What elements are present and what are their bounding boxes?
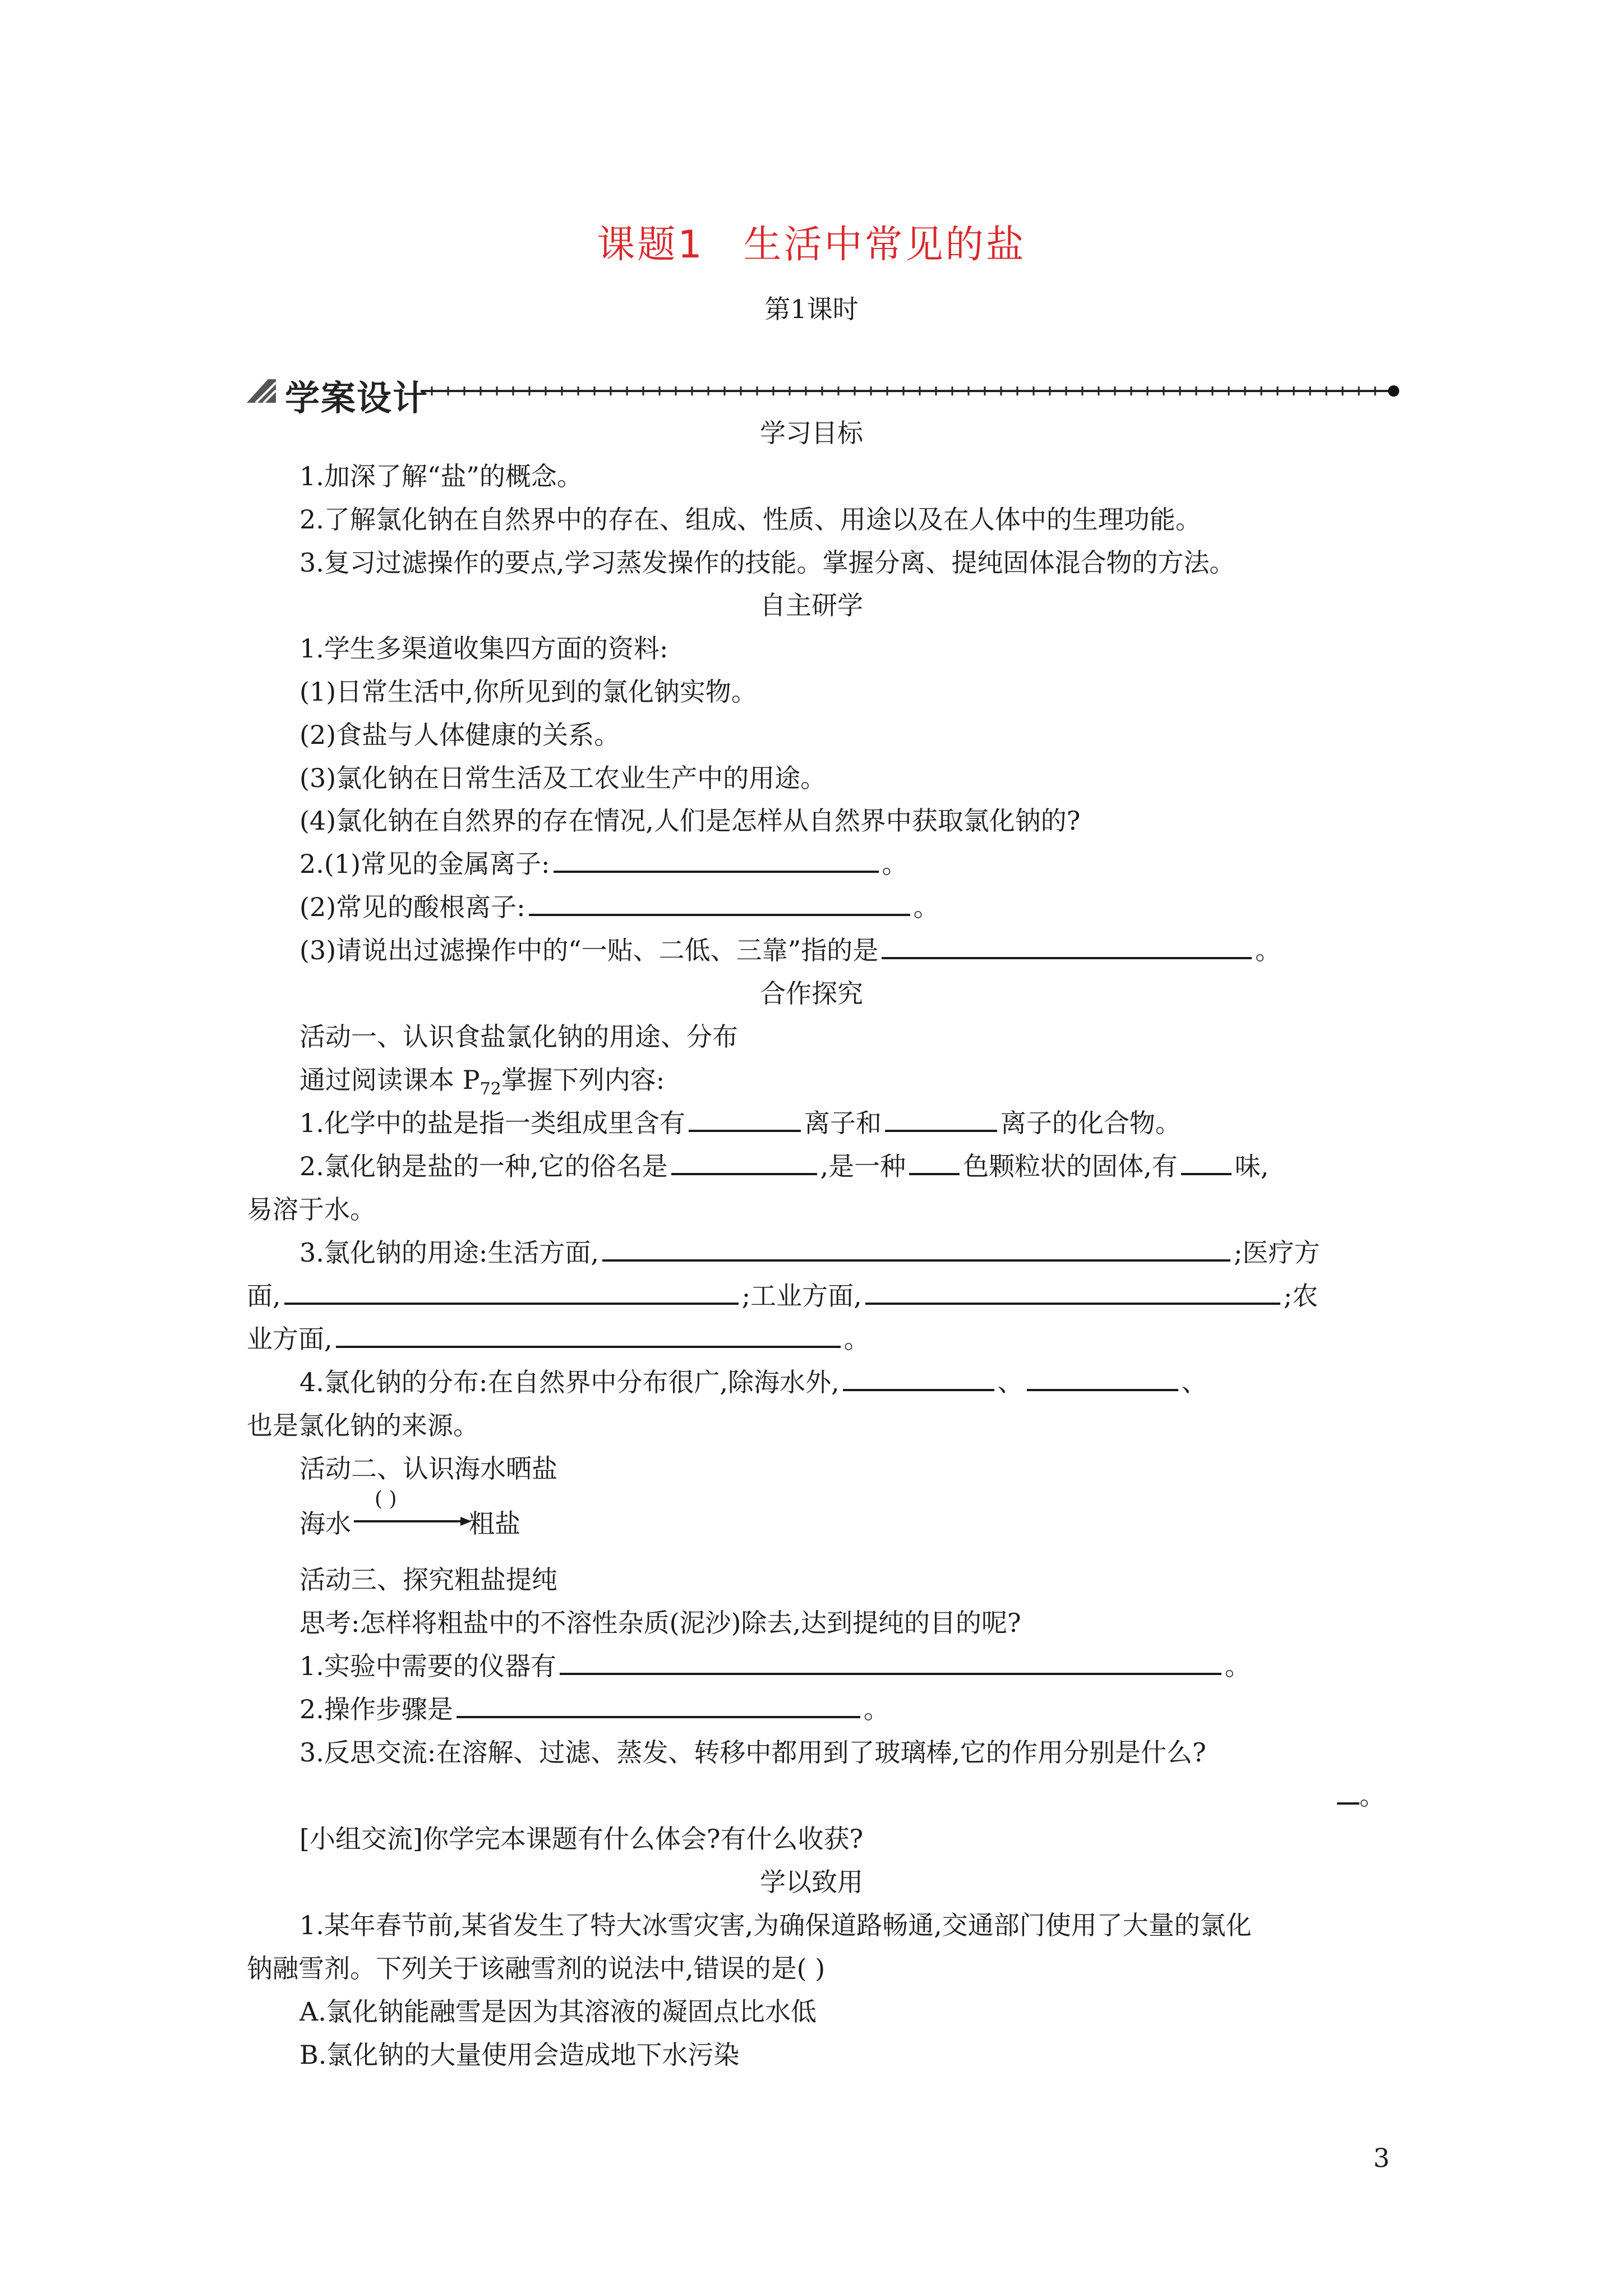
group-discussion: [小组交流]你学完本课题有什么体会?有什么收获?	[299, 1824, 864, 1854]
goal-item: 2.了解氯化钠在自然界中的存在、组成、性质、用途以及在人体中的生理功能。	[299, 504, 1201, 535]
answer-blank[interactable]	[885, 1104, 997, 1132]
fill-line: 1.实验中需要的仪器有 。	[299, 1646, 1251, 1683]
section-heading-goals: 学习目标	[760, 418, 863, 448]
activity-title: 活动三、探究粗盐提纯	[299, 1565, 557, 1595]
answer-blank[interactable]	[554, 845, 879, 873]
flow-condition-blank[interactable]: ( )	[375, 1488, 397, 1511]
option-b[interactable]: B.氯化钠的大量使用会造成地下水污染	[299, 2040, 740, 2070]
section-banner	[247, 371, 1402, 418]
lesson-subtitle: 第1课时	[764, 294, 859, 324]
answer-blank[interactable]	[865, 1277, 1280, 1305]
section-heading-cooperation: 合作探究	[760, 978, 863, 1009]
goal-item: 1.加深了解“盐”的概念。	[299, 461, 583, 491]
text-line: 也是氯化钠的来源。	[247, 1410, 479, 1441]
fill-line: 面, ;工业方面, ;农	[247, 1276, 1318, 1313]
question-text: 思考:怎样将粗盐中的不溶性杂质(泥沙)除去,达到提纯的目的呢?	[299, 1608, 1021, 1638]
answer-blank[interactable]	[529, 888, 910, 916]
list-item: (4)氯化钠在自然界的存在情况,人们是怎样从自然界中获取氯化钠的?	[299, 806, 1081, 836]
section-heading-apply: 学以致用	[760, 1867, 863, 1897]
banner-dotted-line	[421, 371, 1402, 411]
answer-blank[interactable]	[560, 1647, 1221, 1675]
text-line: 易溶于水。	[247, 1194, 376, 1225]
section-heading-self-study: 自主研学	[760, 590, 863, 620]
fill-line: (2)常见的酸根离子: 。	[299, 887, 939, 924]
answer-blank[interactable]	[336, 1320, 841, 1348]
reading-instruction: 通过阅读课本 $P_{72}$掌握下列内容:	[299, 1065, 665, 1099]
answer-blank[interactable]	[602, 1234, 1230, 1262]
list-item: (1)日常生活中,你所见到的氯化钠实物。	[299, 677, 757, 707]
question-text: 1.某年春节前,某省发生了特大冰雪灾害,为确保道路畅通,交通部门使用了大量的氯化	[299, 1910, 1252, 1940]
fill-line: 1.化学中的盐是指一类组成里含有 离子和 离子的化合物。	[299, 1103, 1181, 1140]
flow-to: 粗盐	[469, 1508, 520, 1539]
answer-blank[interactable]	[1027, 1363, 1178, 1391]
question-text: 1.学生多渠道收集四方面的资料:	[299, 633, 668, 664]
answer-blank[interactable]	[909, 1147, 960, 1175]
fill-line: 4.氯化钠的分布:在自然界中分布很广,除海水外, 、 、	[299, 1362, 1207, 1399]
answer-blank[interactable]	[284, 1277, 739, 1305]
fill-line: 2.氯化钠是盐的一种,它的俗名是 ,是一种 色颗粒状的固体,有 味,	[299, 1146, 1269, 1183]
answer-blank[interactable]	[1181, 1147, 1232, 1175]
question-text: 3.反思交流:在溶解、过滤、蒸发、转移中都用到了玻璃棒,它的作用分别是什么?	[299, 1737, 1206, 1768]
answer-blank[interactable]	[671, 1147, 817, 1175]
activity-title: 活动一、认识食盐氯化钠的用途、分布	[299, 1022, 738, 1052]
banner-label: 学案设计	[285, 378, 429, 418]
answer-blank[interactable]	[843, 1363, 994, 1391]
question-text: 钠融雪剂。下列关于该融雪剂的说法中,错误的是( )	[247, 1953, 826, 1984]
fill-line: 2.操作步骤是 。	[299, 1689, 889, 1726]
title-number: 课题1	[597, 223, 704, 267]
page-title	[0, 214, 1623, 269]
answer-blank[interactable]	[689, 1104, 801, 1132]
answer-blank[interactable]	[1337, 1777, 1359, 1805]
page-number: 3	[1373, 2143, 1390, 2173]
flow-from: 海水	[299, 1508, 351, 1539]
option-a[interactable]: A.氯化钠能融雪是因为其溶液的凝固点比水低	[299, 1996, 817, 2027]
fill-line: (3)请说出过滤操作中的“一贴、二低、三靠”指的是 。	[299, 930, 1281, 967]
answer-blank[interactable]	[882, 931, 1252, 959]
goal-item: 3.复习过滤操作的要点,学习蒸发操作的技能。掌握分离、提纯固体混合物的方法。	[299, 547, 1235, 578]
list-item: (2)食盐与人体健康的关系。	[299, 720, 620, 750]
fill-line: 2.(1)常见的金属离子: 。	[299, 844, 908, 881]
fill-line: 3.氯化钠的用途:生活方面, ;医疗方	[299, 1232, 1320, 1269]
answer-blank[interactable]	[457, 1690, 860, 1718]
activity-title: 活动二、认识海水晒盐	[299, 1453, 557, 1484]
fill-line: 。	[1337, 1775, 1385, 1812]
fill-line: 业方面, 。	[247, 1319, 870, 1356]
arrow-right-icon	[354, 1499, 472, 1533]
list-item: (3)氯化钠在日常生活及工农业生产中的用途。	[299, 763, 827, 793]
title-text: 生活中常见的盐	[743, 223, 1026, 267]
stripes-icon	[247, 379, 276, 403]
